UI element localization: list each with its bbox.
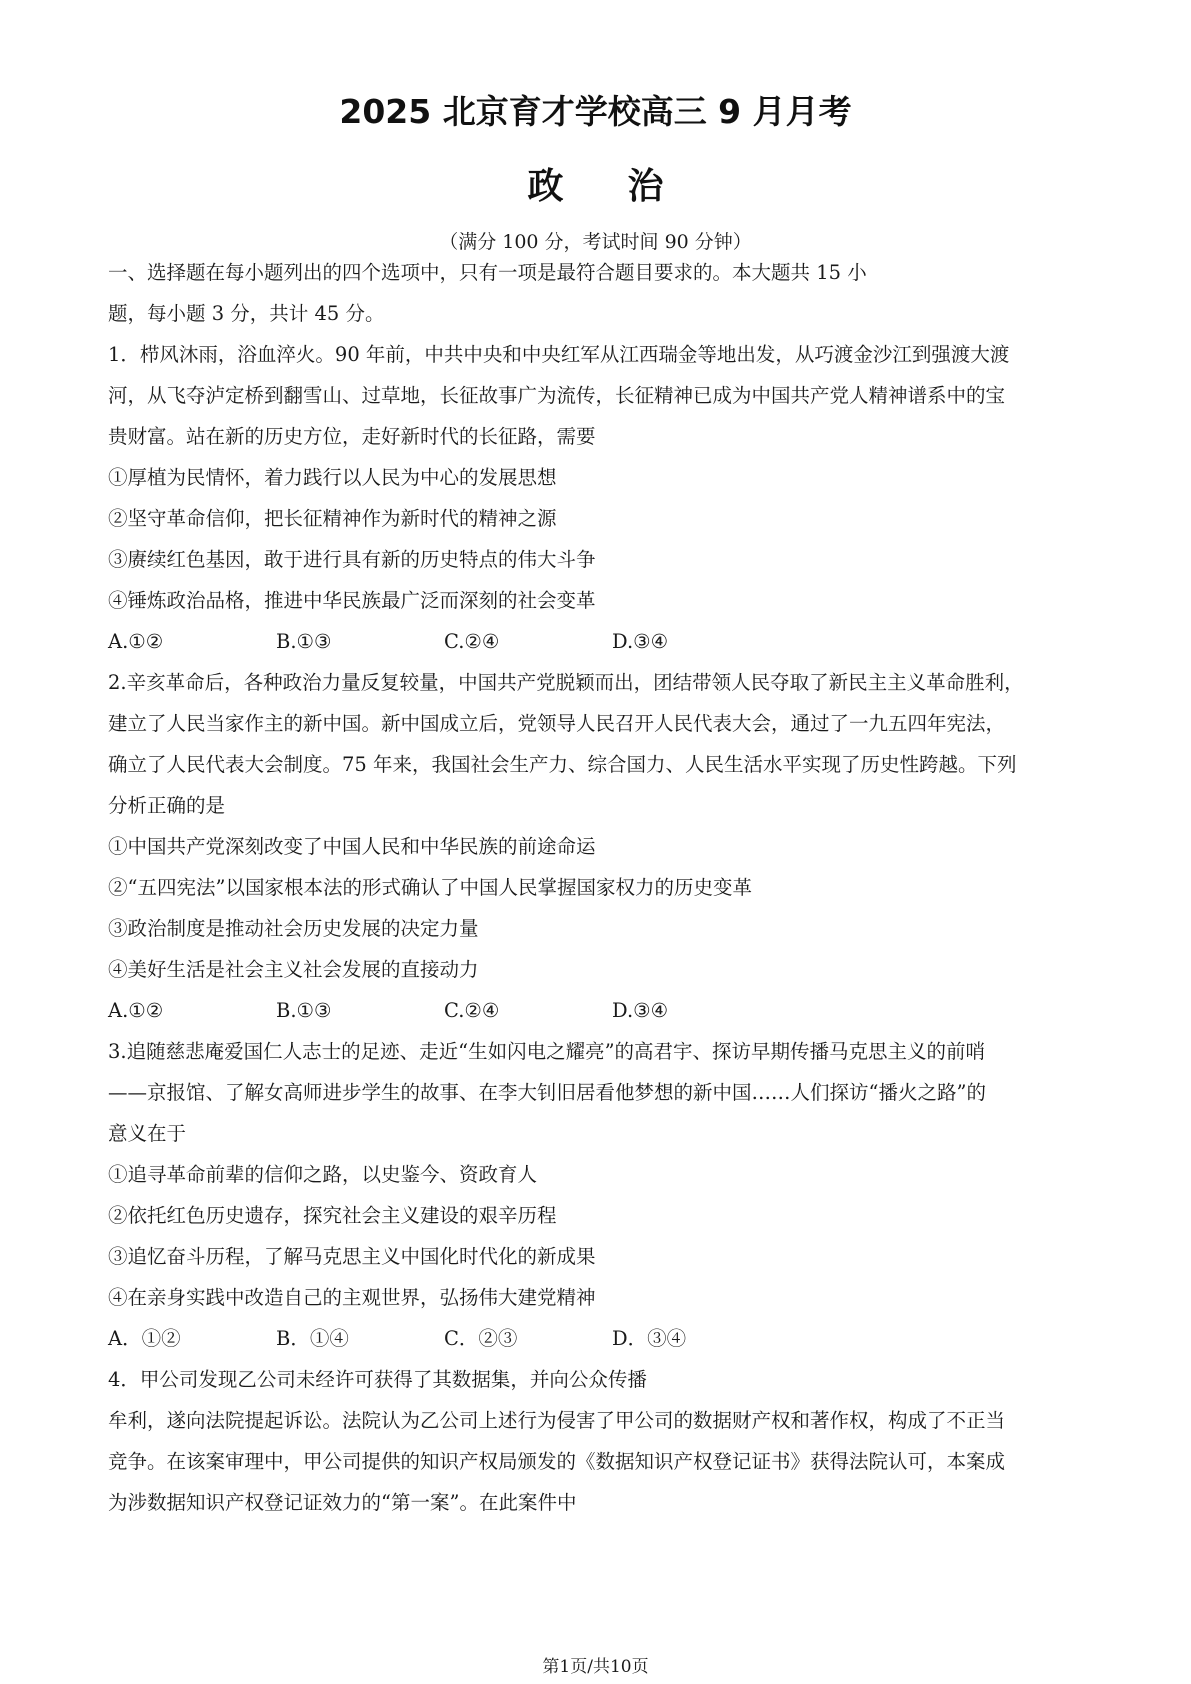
exam-meta: （满分 100 分，考试时间 90 分钟） (439, 231, 752, 253)
q4-stem: 牟利，遂向法院提起诉讼。法院认为乙公司上述行为侵害了甲公司的数据财产权和著作权，构成了不正当 (108, 1409, 1006, 1432)
q2-stem: 建立了人民当家作主的新中国。新中国成立后，党领导人民召开人民代表大会，通过了一九五四年宪法， (108, 712, 1006, 735)
q4-stem: 4．甲公司发现乙公司未经许可获得了其数据集，并向公众传播 (108, 1368, 647, 1391)
q1-option-b[interactable]: B.①③ (276, 630, 332, 653)
q1-option-d[interactable]: D.③④ (612, 630, 669, 653)
q2-item: ②“五四宪法”以国家根本法的形式确认了中国人民掌握国家权力的历史变革 (108, 876, 752, 899)
q1-item: ①厚植为民情怀，着力践行以人民为中心的发展思想 (108, 466, 557, 489)
q2-stem: 确立了人民代表大会制度。75 年来，我国社会生产力、综合国力、人民生活水平实现了历史性跨越。下列 (108, 753, 1017, 776)
q2-option-a[interactable]: A.①② (108, 999, 164, 1022)
q1-options (108, 621, 1098, 662)
page-number: 第1页/共10页 (542, 1657, 649, 1677)
q3-item: ③追忆奋斗历程，了解马克思主义中国化时代化的新成果 (108, 1245, 596, 1268)
q3-options (108, 1318, 1098, 1359)
q2-option-b[interactable]: B.①③ (276, 999, 332, 1022)
section-instruction: 题，每小题 3 分，共计 45 分。 (108, 302, 385, 325)
q1-item: ②坚守革命信仰，把长征精神作为新时代的精神之源 (108, 507, 557, 530)
subject-title: 政治 (527, 166, 728, 207)
exam-content (108, 252, 1098, 1523)
q2-stem: 2.辛亥革命后，各种政治力量反复较量，中国共产党脱颖而出，团结带领人民夺取了新民主主义革命胜利， (108, 671, 1024, 694)
q3-option-d[interactable]: D．③④ (612, 1327, 687, 1350)
q3-item: ②依托红色历史遗存，探究社会主义建设的艰辛历程 (108, 1204, 557, 1227)
q3-stem: 意义在于 (108, 1122, 187, 1145)
q1-option-c[interactable]: C.②④ (444, 630, 500, 653)
q4-stem: 竞争。在该案审理中，甲公司提供的知识产权局颁发的《数据知识产权登记证书》获得法院认可，本案成 (108, 1450, 1006, 1473)
section-instruction: 一、选择题在每小题列出的四个选项中，只有一项是最符合题目要求的。本大题共 15 小 (108, 261, 867, 284)
q3-item: ④在亲身实践中改造自己的主观世界，弘扬伟大建党精神 (108, 1286, 596, 1309)
q2-stem: 分析正确的是 (108, 794, 226, 817)
q1-item: ③赓续红色基因，敢于进行具有新的历史特点的伟大斗争 (108, 548, 596, 571)
q3-option-a[interactable]: A．①② (108, 1327, 181, 1350)
q1-stem: 河，从飞夺泸定桥到翻雪山、过草地，长征故事广为流传，长征精神已成为中国共产党人精神谱系中的宝 (108, 384, 1006, 407)
q4-stem: 为涉数据知识产权登记证效力的“第一案”。在此案件中 (108, 1491, 577, 1514)
q1-item: ④锤炼政治品格，推进中华民族最广泛而深刻的社会变革 (108, 589, 596, 612)
q3-stem: ——京报馆、了解女高师进步学生的故事、在李大钊旧居看他梦想的新中国……人们探访“播火之路”的 (108, 1081, 986, 1104)
q1-stem: 1．栉风沐雨，浴血淬火。90 年前，中共中央和中央红军从江西瑞金等地出发，从巧渡金沙江到强渡大渡 (108, 343, 1010, 366)
q2-item: ③政治制度是推动社会历史发展的决定力量 (108, 917, 479, 940)
q3-option-c[interactable]: C．②③ (444, 1327, 518, 1350)
q3-item: ①追寻革命前辈的信仰之路，以史鉴今、资政育人 (108, 1163, 538, 1186)
q2-option-c[interactable]: C.②④ (444, 999, 500, 1022)
q1-option-a[interactable]: A.①② (108, 630, 164, 653)
q3-option-b[interactable]: B．①④ (276, 1327, 349, 1350)
q1-stem: 贵财富。站在新的历史方位，走好新时代的长征路，需要 (108, 425, 596, 448)
q2-option-d[interactable]: D.③④ (612, 999, 669, 1022)
q2-item: ①中国共产党深刻改变了中国人民和中华民族的前途命运 (108, 835, 596, 858)
q2-options (108, 990, 1098, 1031)
exam-title: 2025 北京育才学校高三 9 月月考 (339, 92, 852, 131)
q2-item: ④美好生活是社会主义社会发展的直接动力 (108, 958, 479, 981)
q3-stem: 3.追随慈悲庵爱国仁人志士的足迹、走近“生如闪电之耀亮”的高君宇、探访早期传播马克思主义的前哨 (108, 1040, 986, 1063)
